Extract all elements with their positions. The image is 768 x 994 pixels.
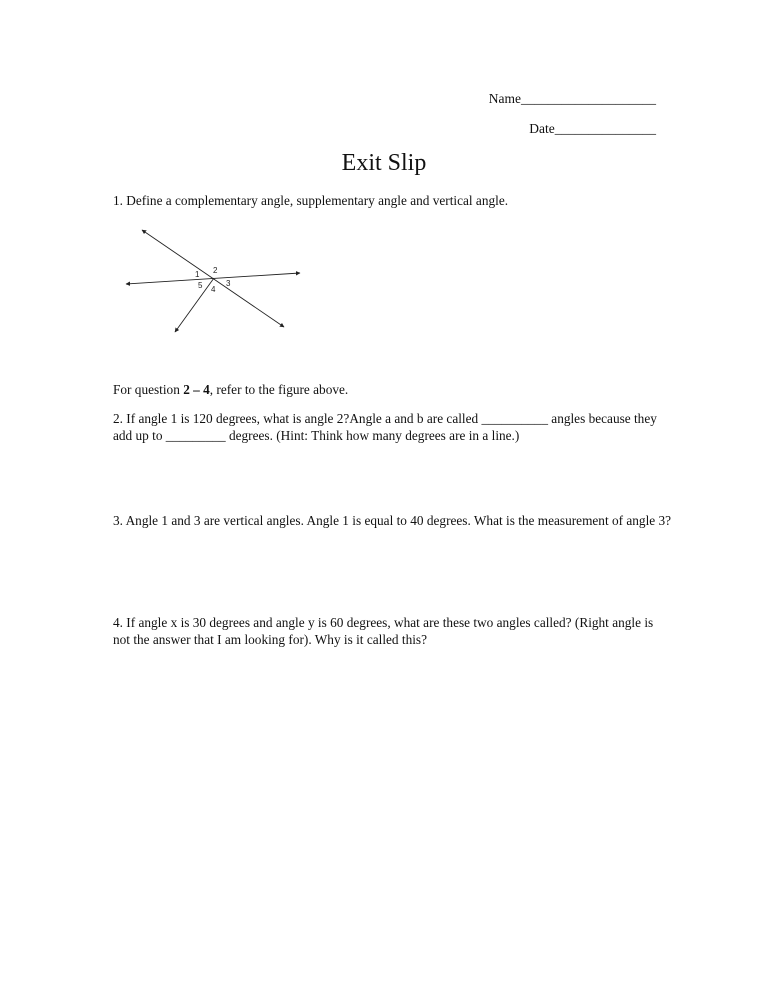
page-title: Exit Slip [341,150,427,176]
reference-range: 2 – 4 [183,382,210,397]
steep-line [175,278,214,332]
angle-label-4: 4 [211,285,216,294]
reference-prefix: For question [113,382,184,397]
angles-figure [118,222,308,334]
question-2: 2. If angle 1 is 120 degrees, what is angle 2?Angle a and b are called __________ angles because they add up to _________ degrees. (Hint: Think how many degrees are in a line.) [113,411,657,443]
date-field[interactable]: Date_______________ [529,121,656,136]
angle-label-5: 5 [198,281,203,290]
reference-note [113,381,673,398]
question-1: 1. Define a complementary angle, supplementary angle and vertical angle. [113,193,509,208]
angle-label-1: 1 [195,270,200,279]
name-field[interactable]: Name____________________ [488,91,656,106]
question-4: 4. If angle x is 30 degrees and angle y is 60 degrees, what are these two angles called? (Right angle is not the answer that I am looking for). Why is it called this? [113,615,654,647]
question-3: 3. Angle 1 and 3 are vertical angles. Angle 1 is equal to 40 degrees. What is the measurement of angle 3? [113,513,672,528]
diagonal-line [142,230,284,327]
angle-label-3: 3 [226,279,231,288]
reference-suffix: , refer to the figure above. [209,382,349,397]
angle-label-2: 2 [213,266,218,275]
